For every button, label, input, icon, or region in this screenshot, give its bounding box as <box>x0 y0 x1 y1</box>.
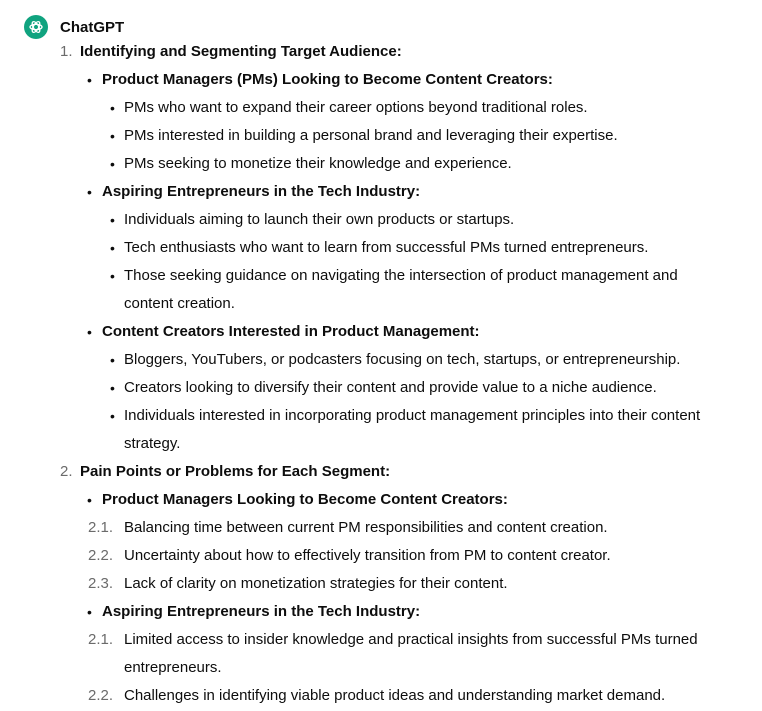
bullet-icon: • <box>110 352 115 368</box>
list-item-text: entrepreneurs. <box>124 659 222 676</box>
bullet-icon: • <box>87 604 92 620</box>
bullet-icon: • <box>87 492 92 508</box>
list-item-text: Individuals interested in incorporating product management principles into their content <box>124 407 701 424</box>
bullet-icon: • <box>110 240 115 256</box>
group-title: Content Creators Interested in Product Management: <box>102 323 480 340</box>
list-item-text: Balancing time between current PM responsibilities and content creation. <box>124 519 608 536</box>
list-item-text: Limited access to insider knowledge and practical insights from successful PMs turned <box>124 631 698 648</box>
section-number: 1. <box>60 43 73 60</box>
bullet-icon: • <box>110 268 115 284</box>
list-item-text: content creation. <box>124 295 235 312</box>
bullet-icon: • <box>110 156 115 172</box>
list-item-text: Individuals aiming to launch their own products or startups. <box>124 211 515 228</box>
bullet-icon: • <box>110 100 115 116</box>
item-number: 2.3. <box>88 575 114 592</box>
list-item-text: PMs interested in building a personal brand and leveraging their expertise. <box>124 127 618 144</box>
bullet-icon: • <box>110 408 115 424</box>
list-item-text: Creators looking to diversify their content and provide value to a niche audience. <box>124 379 657 396</box>
list-item-text: Uncertainty about how to effectively transition from PM to content creator. <box>124 547 611 564</box>
section-title: Pain Points or Problems for Each Segment: <box>80 463 391 480</box>
list-item-text: Tech enthusiasts who want to learn from successful PMs turned entrepreneurs. <box>124 239 649 256</box>
list-item-text: strategy. <box>124 435 181 452</box>
message-header <box>24 14 124 40</box>
list-item-text: PMs who want to expand their career options beyond traditional roles. <box>124 99 588 116</box>
list-item-text: PMs seeking to monetize their knowledge and experience. <box>124 155 512 172</box>
list-item-text: Those seeking guidance on navigating the intersection of product management and <box>124 267 678 284</box>
item-number: 2.2. <box>88 687 114 704</box>
bullet-icon: • <box>110 380 115 396</box>
list-item-text: Bloggers, YouTubers, or podcasters focusing on tech, startups, or entrepreneurship. <box>124 351 681 368</box>
author-name: ChatGPT <box>60 18 125 36</box>
list-item-text: Challenges in identifying viable product ideas and understanding market demand. <box>124 687 666 704</box>
openai-logo-icon <box>24 15 48 39</box>
section-title: Identifying and Segmenting Target Audience: <box>80 43 402 60</box>
group-title: Product Managers (PMs) Looking to Become Content Creators: <box>102 71 553 88</box>
bullet-icon: • <box>110 212 115 228</box>
group-title: Aspiring Entrepreneurs in the Tech Industry: <box>102 603 421 620</box>
list-item-text: Lack of clarity on monetization strategies for their content. <box>124 575 508 592</box>
bullet-icon: • <box>87 324 92 340</box>
item-number: 2.1. <box>88 519 114 536</box>
group-title: Aspiring Entrepreneurs in the Tech Industry: <box>102 183 421 200</box>
section-number: 2. <box>60 463 73 480</box>
bullet-icon: • <box>87 184 92 200</box>
bullet-icon: • <box>110 128 115 144</box>
group-title: Product Managers Looking to Become Content Creators: <box>102 491 508 508</box>
bullet-icon: • <box>87 72 92 88</box>
item-number: 2.1. <box>88 631 114 648</box>
item-number: 2.2. <box>88 547 114 564</box>
